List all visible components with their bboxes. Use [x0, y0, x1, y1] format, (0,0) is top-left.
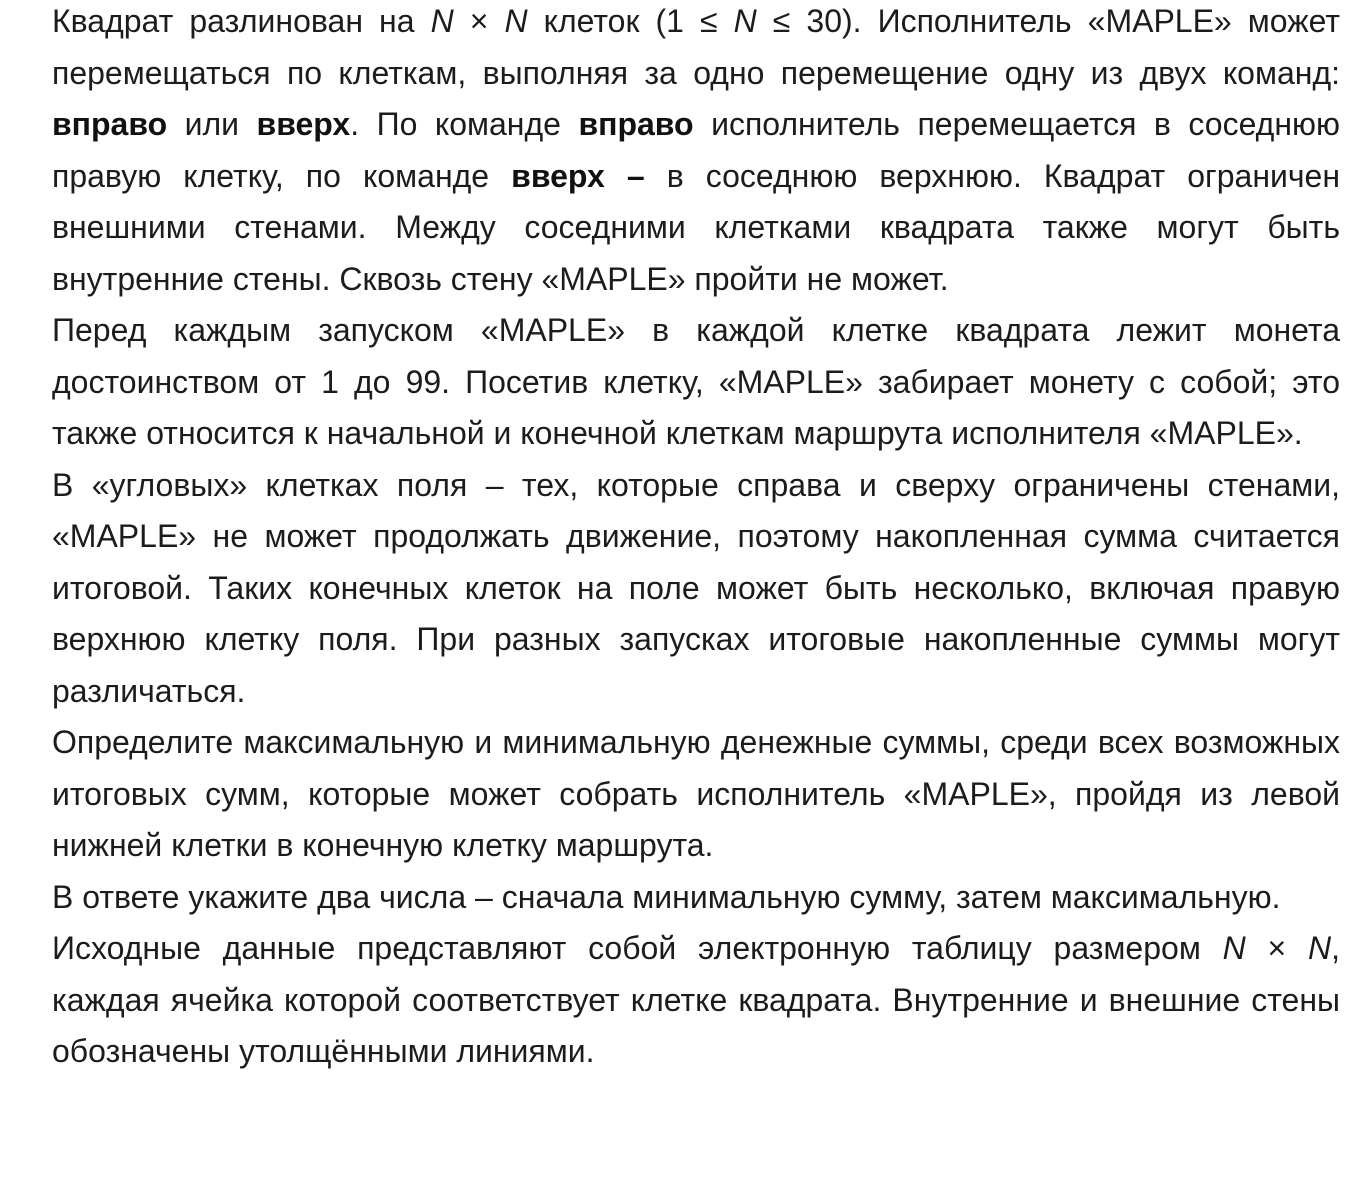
paragraph-coins: Перед каждым запуском «MAPLE» в каждой клетке квадрата лежит монета достоинством от 1 до 99. Посетив клетку, «MAPLE» забирает монету с собой; это также относится к начальной и конечной клеткам маршрута исполнителя «MAPLE». — [52, 312, 1340, 451]
command-up: вверх – — [511, 157, 645, 194]
text-fragment: Квадрат разлинован на — [52, 3, 431, 39]
task-text — [52, 0, 1340, 1078]
times-sign: × — [453, 3, 505, 39]
text-fragment: исполнитель перемещается в соседнюю правую клетку, по команде — [52, 106, 1341, 194]
paragraph-answer-format: В ответе укажите два числа – сначала минимальную сумму, затем максимальную. — [52, 878, 1281, 915]
command-right: вправо — [578, 106, 694, 142]
variable-n: N — [504, 3, 528, 39]
variable-n: N — [733, 3, 757, 39]
text-fragment: ≤ 30). Исполнитель «MAPLE» может перемещаться по клеткам, выполняя за одно перемещение одну из двух команд: — [52, 3, 1341, 91]
variable-n: N — [1222, 930, 1246, 966]
paragraph-input-data — [52, 923, 1340, 1078]
variable-n: N — [430, 3, 454, 39]
text-fragment: , каждая ячейка которой соответствует клетке квадрата. Внутренние и внешние стены обозначены утолщёнными линиями. — [52, 930, 1341, 1069]
paragraph-field-description — [52, 0, 1340, 305]
paragraph-task: Определите максимальную и минимальную денежные суммы, среди всех возможных итоговых сумм, которые может собрать исполнитель «MAPLE», пройдя из левой нижней клетки в конечную клетку маршрута. — [52, 724, 1340, 863]
paragraph-corner-cells: В «угловых» клетках поля – тех, которые справа и сверху ограничены стенами, «MAPLE» не может продолжать движение, поэтому накопленная сумма считается итоговой. Таких конечных клеток на поле может быть несколько, включая правую верхнюю клетку поля. При разных запусках итоговые накопленные суммы могут различаться. — [52, 466, 1340, 709]
text-fragment: в соседнюю верхнюю. Квадрат ограничен внешними стенами. Между соседними клетками квадрата также могут быть внутренние стены. Сквозь стену «MAPLE» пройти не может. — [52, 157, 1341, 297]
variable-n: N — [1308, 930, 1332, 966]
text-fragment: клеток (1 ≤ — [527, 3, 734, 39]
times-sign: × — [1245, 930, 1309, 966]
text-fragment: . По команде — [350, 106, 579, 142]
text-fragment: Исходные данные представляют собой электронную таблицу размером — [52, 930, 1223, 966]
command-right: вправо — [52, 106, 168, 142]
text-fragment: или — [167, 106, 257, 142]
command-up: вверх — [256, 106, 351, 142]
